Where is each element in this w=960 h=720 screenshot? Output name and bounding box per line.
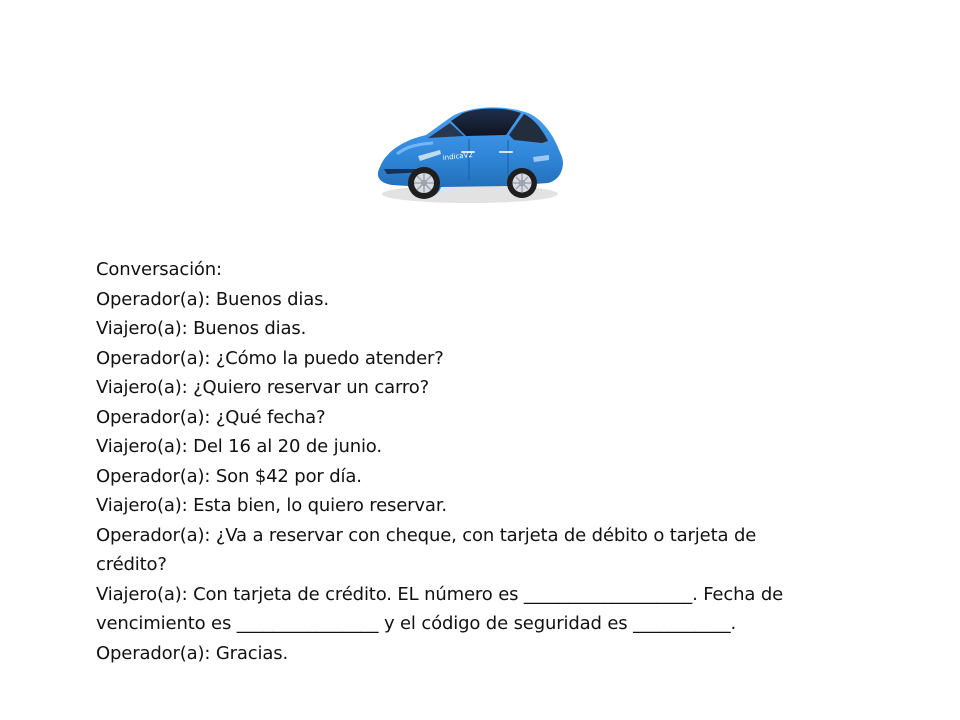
traveler-confirmation: Viajero(a): Esta bien, lo quiero reservar.: [96, 495, 447, 516]
car-badge-text: indicaV2: [442, 150, 474, 162]
traveler-card-details: Viajero(a): Con tarjeta de crédito. EL número es ___________________. Fecha de vencimiento es ________________ y el código de seguridad es ___________.: [96, 583, 784, 634]
operator-price-response: Operador(a): Son $42 por día.: [96, 465, 362, 487]
operator-greeting: Operador(a): Buenos dias.: [96, 288, 329, 310]
operator-thanks: Operador(a): Gracias.: [96, 642, 289, 664]
traveler-reserve-request: Viajero(a): ¿Quiero reservar un carro?: [96, 377, 430, 398]
operator-assist-question: Operador(a): ¿Cómo la puedo atender?: [96, 347, 444, 369]
operator-date-question: Operador(a): ¿Qué fecha?: [96, 406, 326, 428]
traveler-date-response: Viajero(a): Del 16 al 20 de junio.: [96, 436, 382, 457]
operator-payment-question: Operador(a): ¿Va a reservar con cheque, con tarjeta de débito o tarjeta de crédito?: [96, 524, 757, 575]
conversation-text: [96, 255, 896, 668]
conversation-heading: Conversación:: [96, 259, 222, 280]
traveler-greeting: Viajero(a): Buenos dias.: [96, 318, 307, 339]
car-image: [368, 96, 570, 208]
